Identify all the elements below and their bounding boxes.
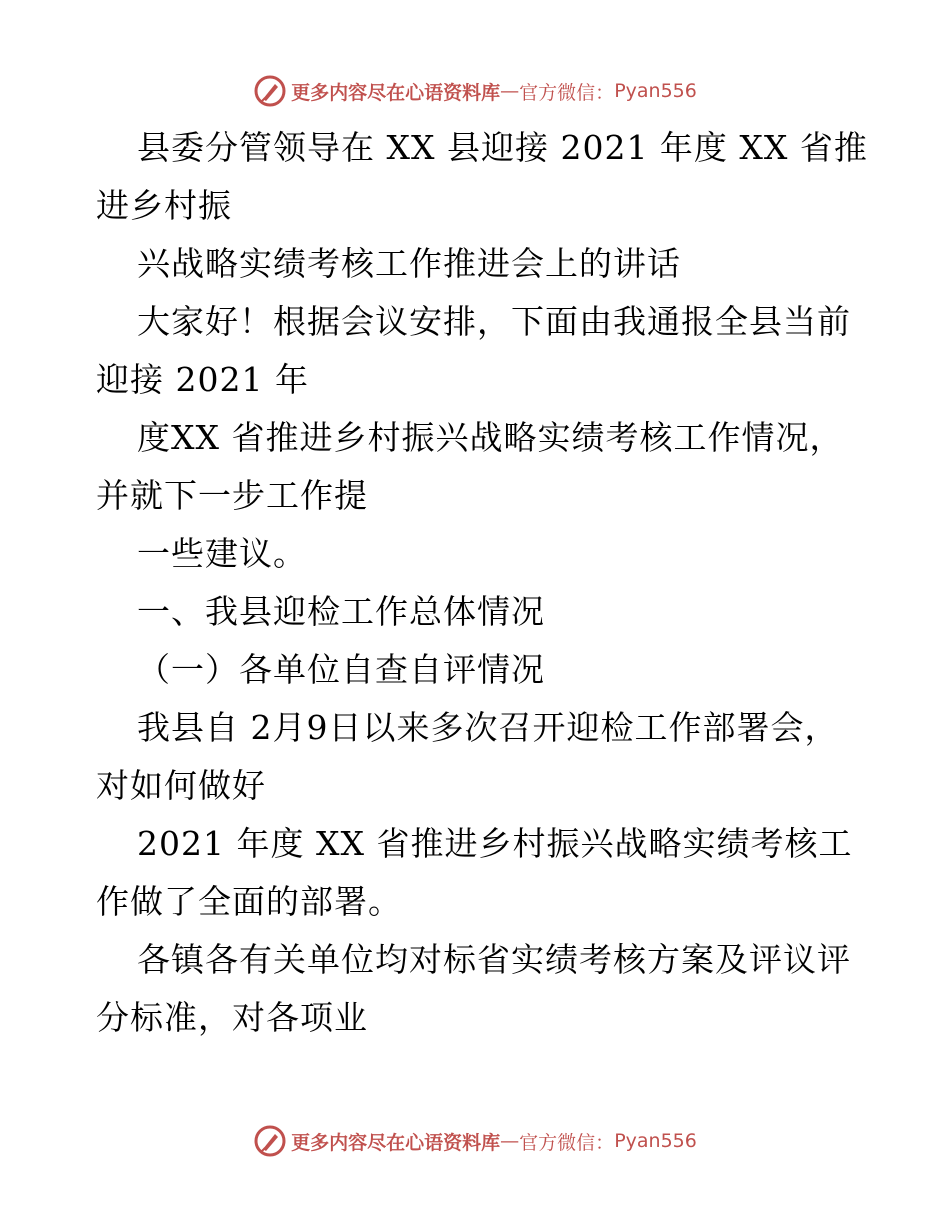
text-line: 度XX 省推进乡村振兴战略实绩考核工作情况， [137,418,844,457]
text-line: 县委分管领导在 XX 县迎接 2021 年度 XX 省推 [137,128,868,167]
header-watermark [0,74,950,108]
text-line: 兴战略实绩考核工作推进会上的讲话 [137,244,681,283]
text-line: 分标准，对各项业 [96,998,368,1037]
text-line: 并就下一步工作提 [96,476,368,515]
watermark-dash: — [500,1130,520,1152]
document-body [96,119,866,1047]
text-line: 进乡村振 [96,186,232,225]
subsection-heading: （一）各单位自查自评情况 [137,650,545,689]
feather-pen-circle-icon [253,74,287,108]
text-line: 一些建议。 [137,534,307,573]
text-line: 对如何做好 [96,766,266,805]
text-line: 迎接 2021 年 [96,360,309,399]
text-line: 2021 年度 XX 省推进乡村振兴战略实绩考核工 [137,824,853,863]
text-line: 各镇各有关单位均对标省实绩考核方案及评议评 [137,940,851,979]
footer-watermark [0,1124,950,1158]
watermark-wechat-label: 官方微信： [519,1131,615,1154]
section-heading: 一、我县迎检工作总体情况 [137,592,545,631]
watermark-main-text: 更多内容尽在心语资料库 [291,81,501,104]
text-line: 大家好！根据会议安排，下面由我通报全县当前 [137,302,851,341]
text-line: 我县自 2月9日以来多次召开迎检工作部署会， [137,708,839,747]
text-line: 作做了全面的部署。 [96,882,402,921]
feather-pen-circle-icon [253,1124,287,1158]
watermark-wechat-label: 官方微信： [519,81,615,104]
watermark-main-text: 更多内容尽在心语资料库 [291,1131,501,1154]
watermark-wechat-id: Pyan556 [614,80,697,102]
watermark-wechat-id: Pyan556 [614,1130,697,1152]
watermark-dash: — [500,80,520,102]
